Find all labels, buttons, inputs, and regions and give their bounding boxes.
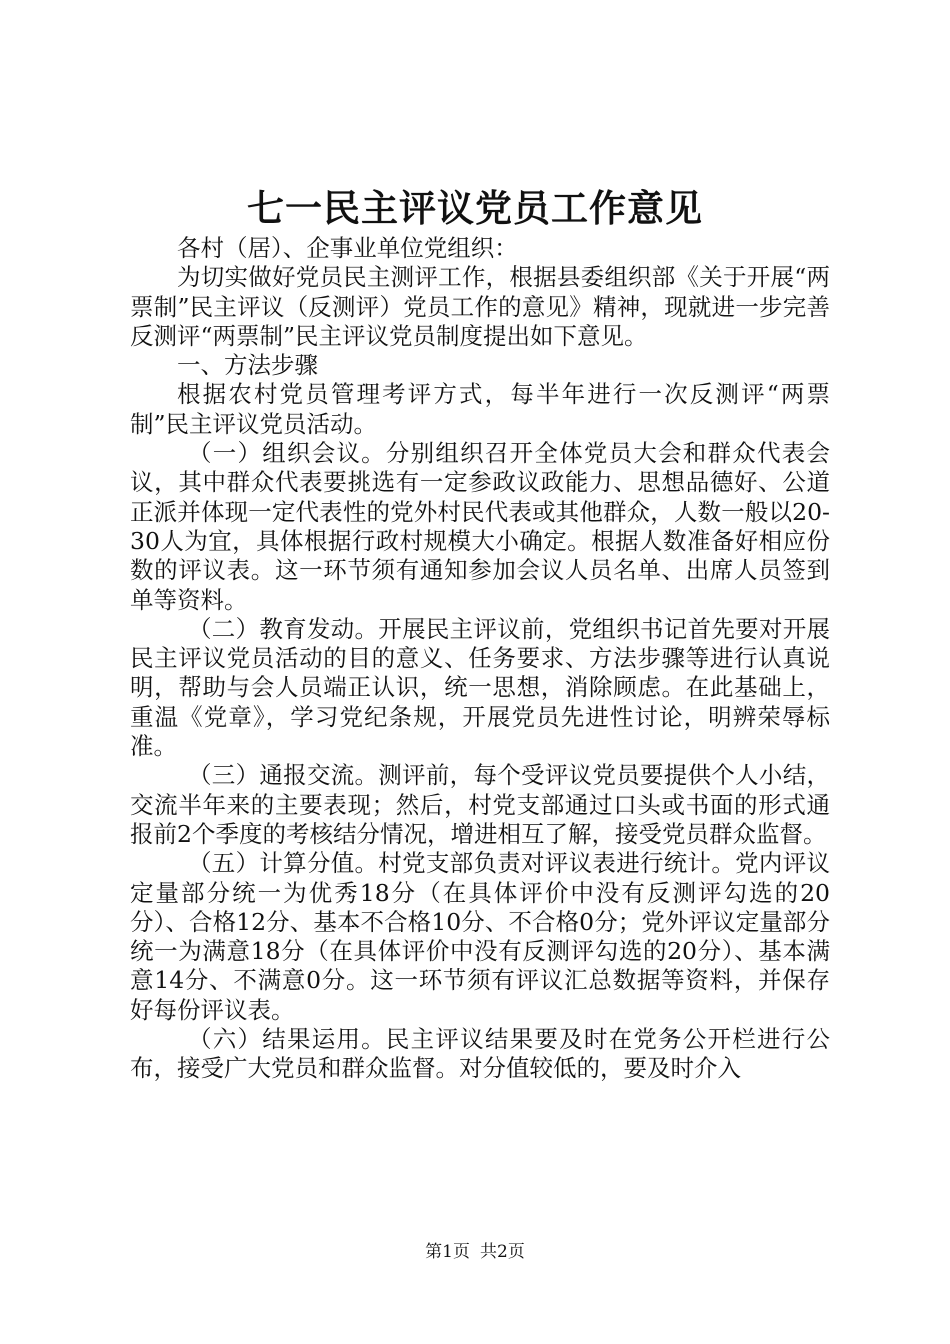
- page-total: 共2页: [480, 1242, 525, 1262]
- body-paragraph: （一）组织会议。分别组织召开全体党员大会和群众代表会议，其中群众代表要挑选有一定参政议政能力、思想品德好、公道正派并体现一定代表性的党外村民代表或其他群众，人数一般以20-30人为宜，具体根据行政村规模大小确定。根据人数准备好相应份数的评议表。这一环节须有通知参加会议人员名单、出席人员签到单等资料。: [130, 439, 830, 614]
- document-title: 七一民主评议党员工作意见: [247, 186, 703, 230]
- body-paragraph: （五）计算分值。村党支部负责对评议表进行统计。党内评议定量部分统一为优秀18分（在具体评价中没有反测评勾选的20分）、合格12分、基本不合格10分、不合格0分；党外评议定量部分统一为满意18分（在具体评价中没有反测评勾选的20分）、基本满意14分、不满意0分。这一环节须有评议汇总数据等资料，并保存好每份评议表。: [130, 849, 830, 1024]
- page-number: 第1页: [425, 1242, 470, 1262]
- body-paragraph: （二）教育发动。开展民主评议前，党组织书记首先要对开展民主评议党员活动的目的意义、任务要求、方法步骤等进行认真说明，帮助与会人员端正认识，统一思想，消除顾虑。在此基础上，重温《党章》，学习党纪条规，开展党员先进性讨论，明辨荣辱标准。: [130, 614, 830, 761]
- intro-paragraph: 为切实做好党员民主测评工作，根据县委组织部《关于开展“两票制”民主评议（反测评）党员工作的意见》精神，现就进一步完善反测评“两票制”民主评议党员制度提出如下意见。: [130, 263, 830, 350]
- body-paragraph: （三）通报交流。测评前，每个受评议党员要提供个人小结，交流半年来的主要表现；然后，村党支部通过口头或书面的形式通报前2个季度的考核结分情况，增进相互了解，接受党员群众监督。: [130, 761, 830, 848]
- page-footer: [0, 1240, 950, 1264]
- salutation-paragraph: 各村（居）、企事业单位党组织：: [177, 234, 518, 262]
- body-paragraph: 根据农村党员管理考评方式，每半年进行一次反测评“两票制”民主评议党员活动。: [130, 380, 830, 438]
- body-paragraph: （六）结果运用。民主评议结果要及时在党务公开栏进行公布，接受广大党员和群众监督。对分值较低的，要及时介入: [130, 1025, 830, 1083]
- section-heading: 一、方法步骤: [177, 351, 318, 380]
- document-body: [130, 234, 830, 1084]
